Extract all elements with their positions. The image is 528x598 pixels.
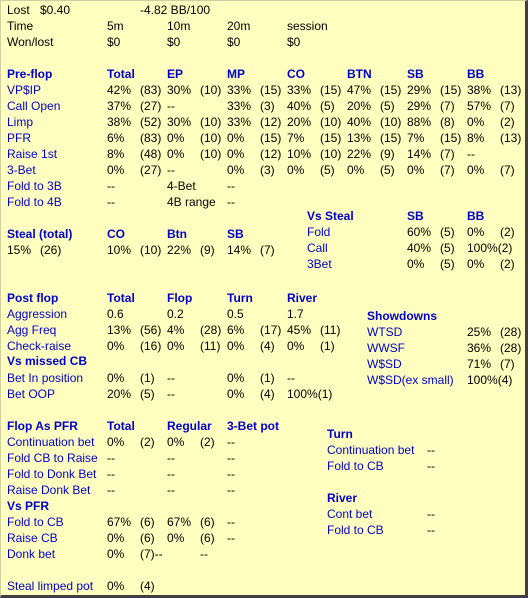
preflop-cell: (7) [500, 163, 515, 177]
vs-pfr-cell: (7)-- [140, 547, 163, 561]
vs-pfr-cell: -- [227, 531, 235, 545]
preflop-row-label: VP$IP [7, 83, 42, 97]
preflop-cell: 7% [287, 131, 305, 145]
postflop-cell: (11) [200, 339, 221, 353]
preflop-cell: (15) [260, 83, 282, 97]
postflop-col-header: Turn [227, 291, 253, 305]
preflop-cell: (5) [380, 163, 395, 177]
preflop-cell: 38% [467, 83, 492, 97]
preflop-cell: (3) [260, 99, 275, 113]
postflop-col-header: Flop [167, 291, 193, 305]
steal-cell: 22% [167, 243, 192, 257]
postflop-cell: (16) [140, 339, 162, 353]
vs-steal-cell: 60% [407, 225, 432, 239]
showdowns-row-label: W$SD [367, 357, 402, 371]
postflop-row-label: Aggression [7, 307, 68, 321]
turn-title: Turn [327, 427, 353, 441]
preflop-cell: 88% [407, 115, 432, 129]
lost-value: $0.40 [40, 3, 71, 17]
steal-limped-count: (4) [140, 579, 155, 593]
vs-steal-col-header: SB [407, 209, 424, 223]
preflop-cell: (15) [440, 83, 462, 97]
steal-col-header: Btn [167, 227, 187, 241]
postflop-col-header: Total [107, 291, 135, 305]
preflop-col-header: Total [107, 67, 135, 81]
showdowns-title: Showdowns [367, 309, 437, 323]
preflop-col-header: CO [287, 67, 305, 81]
vs-missed-cb-cell: (1) [140, 371, 155, 385]
preflop-cell: 20% [347, 99, 372, 113]
preflop-cell: (5) [320, 99, 335, 113]
vs-pfr-cell: (6) [200, 515, 215, 529]
vs-pfr-cell: 0% [167, 531, 185, 545]
preflop-cell: 30% [167, 115, 192, 129]
preflop-cell: (10) [320, 147, 342, 161]
preflop-cell: (3) [260, 163, 275, 177]
steal-cell: 14% [227, 243, 252, 257]
preflop-cell: 20% [287, 115, 312, 129]
flop-as-pfr-row-label: Continuation bet [7, 435, 95, 449]
vs-pfr-cell: -- [200, 547, 208, 561]
flop-as-pfr-cell: -- [227, 483, 235, 497]
vs-steal-cell: 0% [407, 257, 425, 271]
vs-missed-cb-cell: (5) [140, 387, 155, 401]
preflop-cell: 0% [227, 163, 245, 177]
preflop-cell: 0% [407, 163, 425, 177]
steal-limped-label: Steal limped pot [7, 579, 94, 593]
vs-pfr-cell: 0% [107, 547, 125, 561]
postflop-cell: 0% [227, 339, 245, 353]
preflop-cell: 33% [227, 99, 252, 113]
postflop-cell: 6% [227, 323, 245, 337]
preflop-row-label: 3-Bet [7, 163, 36, 177]
preflop-cell: (5) [320, 163, 335, 177]
preflop-cell: (10) [320, 115, 342, 129]
preflop-row-label: Call Open [7, 99, 61, 113]
turn-row-label: Continuation bet [327, 443, 415, 457]
showdowns-count: (7) [500, 357, 515, 371]
postflop-cell: (28) [200, 323, 222, 337]
vs-missed-cb-cell: -- [167, 387, 175, 401]
preflop-cell: (13) [500, 83, 522, 97]
preflop-cell: 0% [467, 163, 485, 177]
turn-value: -- [427, 459, 435, 473]
preflop-cell: 0% [107, 163, 125, 177]
preflop-cell: (10) [200, 131, 222, 145]
flop-as-pfr-cell: -- [107, 483, 115, 497]
steal-col-header: SB [227, 227, 244, 241]
vs-missed-cb-cell: 20% [107, 387, 132, 401]
vs-steal-row-label: Call [307, 241, 328, 255]
preflop-cell: 57% [467, 99, 492, 113]
time-col-session: session [287, 19, 328, 33]
preflop-cell: 0% [167, 131, 185, 145]
vs-pfr-cell: 67% [167, 515, 192, 529]
vs-missed-cb-cell: (1) [260, 371, 275, 385]
flop-as-pfr-col-header: Total [107, 419, 135, 433]
preflop-cell: 8% [107, 147, 125, 161]
preflop-cell: (15) [380, 83, 402, 97]
preflop-cell: (7) [440, 147, 455, 161]
preflop-cell: 29% [407, 83, 432, 97]
vs-missed-cb-row-label: Bet OOP [7, 387, 56, 401]
wonlost-session: $0 [287, 35, 301, 49]
postflop-cell: (11) [320, 323, 341, 337]
flop-as-pfr-row-label: Raise Donk Bet [7, 483, 91, 497]
vs-pfr-cell: (6) [140, 531, 155, 545]
vs-steal-cell: (2) [500, 225, 515, 239]
preflop-cell: (8) [440, 115, 455, 129]
postflop-cell: 0% [287, 339, 305, 353]
preflop-cell: (10) [200, 147, 222, 161]
postflop-cell: 13% [107, 323, 132, 337]
preflop-cell: (27) [140, 163, 162, 177]
preflop-cell: -- [107, 179, 115, 193]
showdowns-value: 25% [467, 325, 492, 339]
preflop-cell: 13% [347, 131, 372, 145]
postflop-cell: 0% [107, 339, 125, 353]
preflop-cell: 4B range [167, 195, 216, 209]
steal-col-header: CO [107, 227, 125, 241]
flop-as-pfr-col-header: 3-Bet pot [227, 419, 279, 433]
preflop-cell: (12) [260, 115, 282, 129]
showdowns-value: 100%(4) [467, 373, 513, 387]
time-col-10m: 10m [167, 19, 191, 33]
preflop-cell: (10) [380, 115, 402, 129]
preflop-cell: 33% [227, 115, 252, 129]
vs-pfr-row-label: Raise CB [7, 531, 58, 545]
preflop-cell: (48) [140, 147, 162, 161]
turn-value: -- [427, 443, 435, 457]
vs-steal-cell: 100%(2) [467, 241, 513, 255]
vs-steal-cell: (5) [440, 257, 455, 271]
flop-as-pfr-cell: -- [107, 467, 115, 481]
vs-missed-cb-cell: 0% [227, 387, 245, 401]
preflop-cell: 33% [227, 83, 252, 97]
vs-pfr-cell: (6) [200, 531, 215, 545]
postflop-cell: 45% [287, 323, 312, 337]
flop-as-pfr-cell: 0% [167, 435, 185, 449]
flop-as-pfr-cell: -- [107, 451, 115, 465]
postflop-row-label: Agg Freq [7, 323, 57, 337]
vs-steal-cell: 40% [407, 241, 432, 255]
postflop-cell: (56) [140, 323, 162, 337]
river-row-label: Cont bet [327, 507, 373, 521]
river-row-label: Fold to CB [327, 523, 384, 537]
postflop-cell: 0% [167, 339, 185, 353]
postflop-col-header: River [287, 291, 318, 305]
postflop-cell: 1.7 [287, 307, 304, 321]
vs-pfr-cell: 0% [107, 531, 125, 545]
vs-pfr-cell: 67% [107, 515, 132, 529]
flop-as-pfr-cell: -- [227, 451, 235, 465]
preflop-cell: (15) [320, 131, 342, 145]
preflop-cell: 0% [227, 147, 245, 161]
showdowns-count: (28) [500, 325, 522, 339]
postflop-cell: 0.2 [167, 307, 184, 321]
vs-steal-row-label: 3Bet [307, 257, 332, 271]
showdowns-row-label: W$SD(ex small) [367, 373, 454, 387]
preflop-cell: 40% [287, 99, 312, 113]
river-title: River [327, 491, 358, 505]
postflop-cell: 0.6 [107, 307, 124, 321]
preflop-cell: -- [467, 147, 475, 161]
wonlost-5m: $0 [107, 35, 121, 49]
showdowns-value: 71% [467, 357, 492, 371]
preflop-cell: 0% [467, 115, 485, 129]
vs-missed-cb-cell: 100%(1) [287, 387, 333, 401]
preflop-cell: (2) [500, 115, 515, 129]
preflop-cell: (7) [500, 99, 515, 113]
showdowns-row-label: WTSD [367, 325, 403, 339]
preflop-cell: 47% [347, 83, 372, 97]
vs-steal-title: Vs Steal [307, 209, 354, 223]
postflop-cell: (1) [320, 339, 335, 353]
preflop-cell: 0% [347, 163, 365, 177]
preflop-cell: (83) [140, 83, 162, 97]
showdowns-row-label: WWSF [367, 341, 405, 355]
preflop-col-header: MP [227, 67, 245, 81]
preflop-col-header: BTN [347, 67, 372, 81]
steal-limped-value: 0% [107, 579, 125, 593]
vs-pfr-title: Vs PFR [7, 499, 50, 513]
flop-as-pfr-row-label: Fold to Donk Bet [7, 467, 97, 481]
preflop-cell: (7) [440, 99, 455, 113]
preflop-cell: 0% [227, 131, 245, 145]
vs-pfr-cell: -- [227, 515, 235, 529]
bb-per-100: -4.82 BB/100 [140, 3, 211, 17]
vs-pfr-row-label: Fold to CB [7, 515, 64, 529]
flop-as-pfr-cell: -- [227, 435, 235, 449]
preflop-cell: 14% [407, 147, 432, 161]
preflop-cell: -- [167, 99, 175, 113]
preflop-cell: 6% [107, 131, 125, 145]
flop-as-pfr-title: Flop As PFR [7, 419, 78, 433]
postflop-cell: 0.5 [227, 307, 244, 321]
river-value: -- [427, 507, 435, 521]
steal-cell: (26) [40, 243, 62, 257]
preflop-col-header: BB [467, 67, 485, 81]
vs-missed-cb-cell: 0% [107, 371, 125, 385]
flop-as-pfr-cell: (2) [200, 435, 215, 449]
flop-as-pfr-cell: -- [227, 467, 235, 481]
lost-label: Lost [7, 3, 30, 17]
preflop-cell: (52) [140, 115, 162, 129]
preflop-cell: 29% [407, 99, 432, 113]
flop-as-pfr-col-header: Regular [167, 419, 212, 433]
preflop-cell: 0% [287, 163, 305, 177]
preflop-row-label: Fold to 4B [7, 195, 62, 209]
preflop-row-label: Raise 1st [7, 147, 58, 161]
vs-missed-cb-cell: 0% [227, 371, 245, 385]
steal-cell: (9) [200, 243, 215, 257]
preflop-title: Pre-flop [7, 67, 53, 81]
postflop-row-label: Check-raise [7, 339, 72, 353]
time-col-20m: 20m [227, 19, 251, 33]
vs-missed-cb-cell: (4) [260, 387, 275, 401]
flop-as-pfr-cell: -- [167, 483, 175, 497]
preflop-cell: 4-Bet [167, 179, 196, 193]
flop-as-pfr-cell: -- [167, 467, 175, 481]
showdowns-count: (28) [500, 341, 522, 355]
preflop-row-label: Limp [7, 115, 34, 129]
preflop-cell: 0% [167, 147, 185, 161]
flop-as-pfr-cell: -- [167, 451, 175, 465]
time-label: Time [7, 19, 34, 33]
postflop-title: Post flop [7, 291, 59, 305]
preflop-cell: 42% [107, 83, 132, 97]
preflop-cell: (15) [440, 131, 462, 145]
vs-steal-cell: 0% [467, 257, 485, 271]
preflop-cell: 38% [107, 115, 132, 129]
preflop-cell: -- [107, 195, 115, 209]
preflop-cell: -- [227, 195, 235, 209]
vs-steal-cell: (2) [500, 257, 515, 271]
preflop-cell: 40% [347, 115, 372, 129]
preflop-cell: (15) [380, 131, 402, 145]
preflop-col-header: SB [407, 67, 424, 81]
preflop-cell: (83) [140, 131, 162, 145]
preflop-cell: (15) [320, 83, 342, 97]
vs-missed-cb-cell: -- [167, 371, 175, 385]
preflop-cell: 22% [347, 147, 372, 161]
vs-missed-cb-title: Vs missed CB [7, 354, 88, 368]
wonlost-20m: $0 [227, 35, 241, 49]
preflop-cell: 8% [467, 131, 485, 145]
postflop-cell: (17) [260, 323, 282, 337]
flop-as-pfr-cell: 0% [107, 435, 125, 449]
vs-steal-cell: 0% [467, 225, 485, 239]
preflop-cell: 30% [167, 83, 192, 97]
preflop-col-header: EP [167, 67, 184, 81]
river-value: -- [427, 523, 435, 537]
showdowns-value: 36% [467, 341, 492, 355]
steal-cell: (7) [260, 243, 275, 257]
vs-steal-cell: (5) [440, 225, 455, 239]
vs-steal-col-header: BB [467, 209, 485, 223]
preflop-cell: -- [227, 179, 235, 193]
preflop-cell: (15) [260, 131, 282, 145]
time-col-5m: 5m [107, 19, 124, 33]
flop-as-pfr-row-label: Fold CB to Raise [7, 451, 98, 465]
preflop-cell: (27) [140, 99, 162, 113]
steal-title: Steal (total) [7, 227, 73, 241]
preflop-cell: 7% [407, 131, 425, 145]
wonlost-10m: $0 [167, 35, 181, 49]
preflop-cell: (12) [260, 147, 282, 161]
postflop-cell: 4% [167, 323, 185, 337]
preflop-row-label: Fold to 3B [7, 179, 62, 193]
preflop-cell: (7) [440, 163, 455, 177]
vs-missed-cb-row-label: Bet In position [7, 371, 84, 385]
turn-row-label: Fold to CB [327, 459, 384, 473]
flop-as-pfr-cell: (2) [140, 435, 155, 449]
preflop-cell: (13) [500, 131, 522, 145]
preflop-cell: (9) [380, 147, 395, 161]
vs-missed-cb-cell: -- [287, 371, 295, 385]
steal-cell: 15% [7, 243, 32, 257]
preflop-cell: 33% [287, 83, 312, 97]
steal-cell: 10% [107, 243, 132, 257]
preflop-cell: 10% [287, 147, 312, 161]
vs-steal-row-label: Fold [307, 225, 331, 239]
preflop-cell: -- [167, 163, 175, 177]
steal-cell: (10) [140, 243, 162, 257]
vs-steal-cell: (5) [440, 241, 455, 255]
preflop-cell: (10) [200, 115, 222, 129]
preflop-cell: (5) [380, 99, 395, 113]
preflop-cell: (10) [200, 83, 222, 97]
postflop-cell: (4) [260, 339, 275, 353]
vs-pfr-row-label: Donk bet [7, 547, 56, 561]
vs-pfr-cell: (6) [140, 515, 155, 529]
preflop-cell: 37% [107, 99, 132, 113]
wonlost-label: Won/lost [7, 35, 54, 49]
preflop-row-label: PFR [7, 131, 31, 145]
